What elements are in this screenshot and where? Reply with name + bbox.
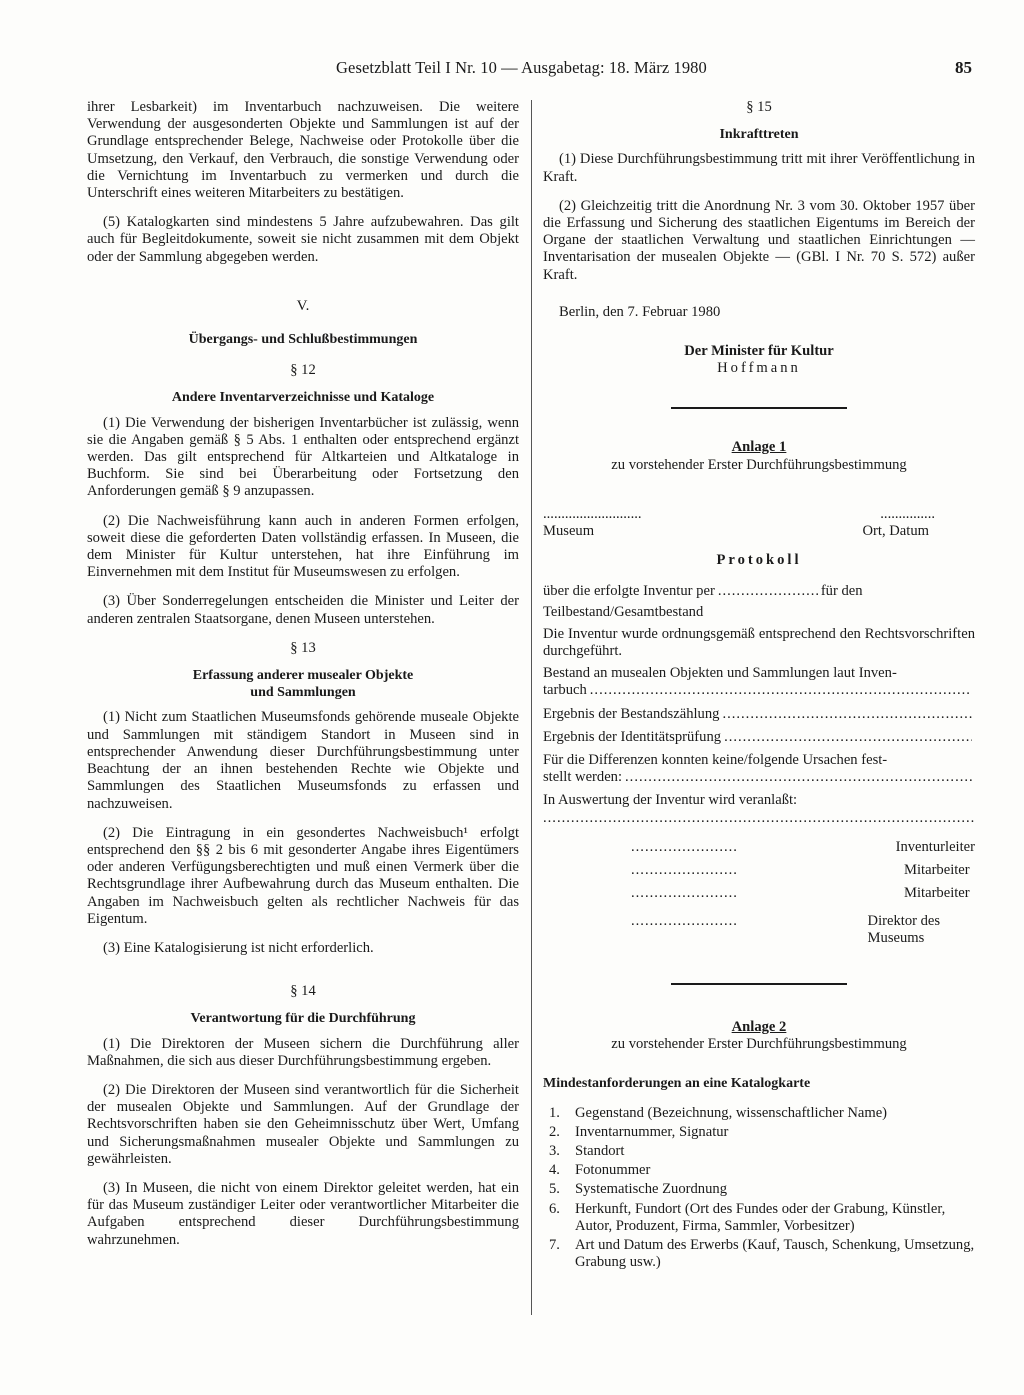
museum-label: Museum — [543, 523, 595, 540]
left-column — [87, 99, 519, 1261]
catalog-item-number: 4. — [549, 1162, 560, 1179]
form-line-5-label: Ergebnis der Identitätsprüfung — [543, 728, 722, 745]
catalog-requirements-list — [543, 1105, 975, 1272]
form-line-3-label: Bestand an musealen Objekten und Sammlungen laut Inven- — [543, 665, 897, 682]
section-12-paragraph-2: (2) Die Nachweisführung kann auch in anderen Formen erfolgen, soweit diese die geforderten Daten vollständig erfassen. In Museen, die dem Minister für Kultur unterstehen, hat ihre Einführung im Einvernehmen mit dem Institut für Museumswesen zu erfolgen. — [87, 512, 519, 581]
annex-1-title: Anlage 1 — [731, 439, 787, 456]
catalog-item-text: Standort — [575, 1142, 625, 1159]
form-line-4-dots — [722, 706, 972, 723]
catalog-item — [543, 1143, 975, 1160]
section-14-paragraph-2: (2) Die Direktoren der Museen sind verantwortlich für die Sicherheit der musealen Objekte und Sammlungen. Auf der Grundlage der Rechtsvorschriften haben sie den Geheimnisschutz über Wert, Umfang und Sicherungsmaßnahmen musealer Objekte und Sammlungen zu gewährleisten. — [87, 1081, 519, 1167]
separator-rule — [671, 983, 847, 985]
museum-dots: ........................... — [543, 505, 642, 522]
annex-2-subtitle: zu vorstehender Erster Durchführungsbestimmung — [611, 1036, 907, 1053]
form-line-7-dots — [543, 810, 975, 827]
section-12-paragraph-3: (3) Über Sonderregelungen entscheiden die Minister und Leiter der anderen zentralen Staatsorgane, denen Museen unterstehen. — [87, 593, 519, 627]
right-column — [543, 99, 975, 1273]
catalog-item-text: Systematische Zuordnung — [575, 1181, 727, 1198]
running-title: Gesetzblatt Teil I Nr. 10 — Ausgabetag: 18. März 1980 — [336, 58, 707, 77]
part-title: Übergangs- und Schlußbestimmungen — [188, 332, 418, 348]
page-header — [0, 52, 1024, 92]
section-13-title-line-1: Erfassung anderer musealer Objekte — [192, 668, 414, 684]
catalog-item-text: Herkunft, Fundort (Ort des Fundes oder der Grabung, Künstler, Autor, Produzent, Firma, Sammler, Vorbesitzer) — [575, 1200, 946, 1234]
form-line-1-continuation: Teilbestand/Gesamtbestand — [543, 603, 704, 620]
catalog-item — [543, 1124, 975, 1141]
column-divider — [531, 100, 532, 1315]
form-line-6-label: Für die Differenzen konnten keine/folgende Ursachen fest- — [543, 752, 888, 769]
section-15-paragraph-1: (1) Diese Durchführungsbestimmung tritt mit ihrer Veröffentlichung in Kraft. — [543, 151, 975, 185]
catalog-item-number: 6. — [549, 1200, 560, 1217]
catalog-item-text: Inventarnummer, Signatur — [575, 1123, 729, 1140]
catalog-item-text: Fotonummer — [575, 1162, 651, 1179]
form-line-2: Die Inventur wurde ordnungsgemäß entsprechend den Rechtsvorschriften durchgeführt. — [543, 625, 975, 660]
form-line-1-dots — [718, 583, 818, 600]
section-13-title-line-2: und Sammlungen — [250, 685, 356, 701]
catalog-item-number: 1. — [549, 1104, 560, 1121]
form-line-7-label: In Auswertung der Inventur wird veranlaßt: — [543, 792, 798, 809]
catalog-item — [543, 1181, 975, 1198]
section-15-number: § 15 — [746, 99, 772, 115]
catalog-item-number: 7. — [549, 1236, 560, 1253]
signature-block — [543, 839, 975, 947]
signature-label: Mitarbeiter — [904, 885, 970, 902]
catalog-item-text: Art und Datum des Erwerbs (Kauf, Tausch, Schenkung, Umsetzung, Grabung usw.) — [575, 1236, 975, 1271]
catalog-heading: Mindestanforderungen an eine Katalogkarte — [543, 1076, 811, 1092]
protocol-title: Protokoll — [716, 552, 802, 569]
minister-title: Der Minister für Kultur — [684, 343, 834, 360]
catalog-item — [543, 1105, 975, 1122]
section-15-title: Inkrafttreten — [719, 127, 799, 143]
section-13-paragraph-1: (1) Nicht zum Staatlichen Museumsfonds gehörende museale Objekte und Sammlungen mit ständigem Standort in Museen sind in entsprechender Anwendung dieser Durchführungsbestimmung unter Beachtung der an ihnen bestehenden Rechte wie Objekte und Sammlungen des Staatlichen Museumsfonds zu erfassen und nachzuweisen. — [87, 709, 519, 812]
date-dots: ............... — [880, 505, 935, 522]
section-13-paragraph-3: (3) Eine Katalogisierung ist nicht erforderlich. — [103, 939, 374, 956]
signature-label: Mitarbeiter — [904, 862, 970, 879]
form-line-1-suffix: für den — [820, 583, 863, 600]
date-label: Ort, Datum — [862, 523, 929, 540]
catalog-item-text: Gegenstand (Bezeichnung, wissenschaftlicher Name) — [575, 1104, 888, 1121]
form-line-4-label: Ergebnis der Bestandszählung — [543, 705, 720, 722]
annex-2-title: Anlage 2 — [731, 1018, 787, 1035]
section-14-paragraph-3: (3) In Museen, die nicht von einem Direktor geleitet werden, hat ein für das Museum zuständiger Leiter oder verantwortlicher Mitarbeiter die Aufgaben entsprechend dieser Durchführungsbestimmung wahrzunehmen. — [87, 1179, 519, 1248]
signature-label: Inventurleiter — [895, 838, 975, 855]
form-line-6-continuation: stellt werden: — [543, 769, 623, 786]
section-12-paragraph-1: (1) Die Verwendung der bisherigen Inventarbücher ist zulässig, wenn sie die Angaben gemäß § 5 Abs. 1 enthalten oder entsprechend ergänzt werden. Das gilt entsprechend für Altkarteien und Altkataloge in Buchform. Sie sind bei Überarbeitung oder Fortsetzung den Anforderungen gemäß § 9 anzupassen. — [87, 414, 519, 500]
section-12-number: § 12 — [290, 362, 316, 379]
part-number: V. — [296, 297, 310, 314]
signature-dots: ....................... — [631, 885, 738, 902]
signature-label: Direktor des Museums — [867, 912, 941, 946]
form-line-5-dots — [724, 729, 972, 746]
form-line-3-continuation: tarbuch — [543, 682, 587, 699]
annex-1-form — [543, 506, 975, 947]
form-line-6-dots — [625, 769, 972, 786]
catalog-item — [543, 1162, 975, 1179]
section-14-paragraph-1: (1) Die Direktoren der Museen sichern die Durchführung aller Maßnahmen, die sich aus dieser Durchführungsbestimmung ergeben. — [87, 1035, 519, 1069]
signature-dots: ....................... — [631, 862, 738, 879]
catalog-item — [543, 1237, 975, 1271]
paragraph-5: (5) Katalogkarten sind mindestens 5 Jahre aufzubewahren. Das gilt auch für Begleitdokumente, soweit sie nicht zusammen mit dem Objekt oder der Sammlung abgegeben werden. — [87, 214, 519, 265]
section-14-number: § 14 — [290, 983, 316, 1000]
continued-paragraph: ihrer Lesbarkeit) im Inventarbuch nachzuweisen. Die weitere Verwendung der ausgesonderten Objekte und Sammlungen ist auf der Grundlage entsprechender Belege, Nachweise oder Protokolle über die Umsetzung, den Verkauf, den Verbrauch, die sonstige Verwendung oder die Vernichtung im Inventarbuch zu vermerken und durch die Unterschrift eines weiteren Mitarbeiters zu bestätigen. — [87, 99, 519, 202]
page-number: 85 — [955, 58, 972, 77]
signature-dots: ....................... — [631, 838, 738, 855]
separator-rule — [671, 407, 847, 409]
catalog-item-number: 3. — [549, 1142, 560, 1159]
annex-1-subtitle: zu vorstehender Erster Durchführungsbestimmung — [611, 456, 907, 473]
section-13-paragraph-2: (2) Die Eintragung in ein gesondertes Nachweisbuch¹ erfolgt entsprechend den §§ 2 bis 6 mit gesonderter Angabe ihres Eigentümers oder anderen Verfügungsberechtigten und muß einen Vermerk über die Rechtsgrundlage ihrer Aufbewahrung durch das Museum enthalten. Die Angaben im Nachweisbuch gelten als rechtlicher Nachweis für das Eigentum. — [87, 824, 519, 927]
form-line-1-label: über die erfolgte Inventur per — [543, 583, 715, 600]
signature-dots: ....................... — [631, 912, 738, 929]
catalog-item-number: 5. — [549, 1181, 560, 1198]
catalog-item-number: 2. — [549, 1123, 560, 1140]
catalog-item — [543, 1201, 975, 1235]
section-15-paragraph-2: (2) Gleichzeitig tritt die Anordnung Nr. 3 vom 30. Oktober 1957 über die Erfassung und Sicherung des staatlichen Eigentums im Bereich der Organe der staatlichen Verwaltung und staatlichen Einrichtungen — Inventarisation der musealen Objekte — (GBl. I Nr. 70 S. 572) außer Kraft. — [543, 197, 975, 283]
section-14-title: Verantwortung für die Durchführung — [190, 1011, 416, 1027]
place-date: Berlin, den 7. Februar 1980 — [559, 303, 721, 320]
minister-name: Hoffmann — [717, 360, 801, 377]
section-13-number: § 13 — [290, 639, 316, 656]
form-line-3-dots — [590, 682, 972, 699]
section-12-title: Andere Inventarverzeichnisse und Kataloge — [171, 390, 435, 406]
